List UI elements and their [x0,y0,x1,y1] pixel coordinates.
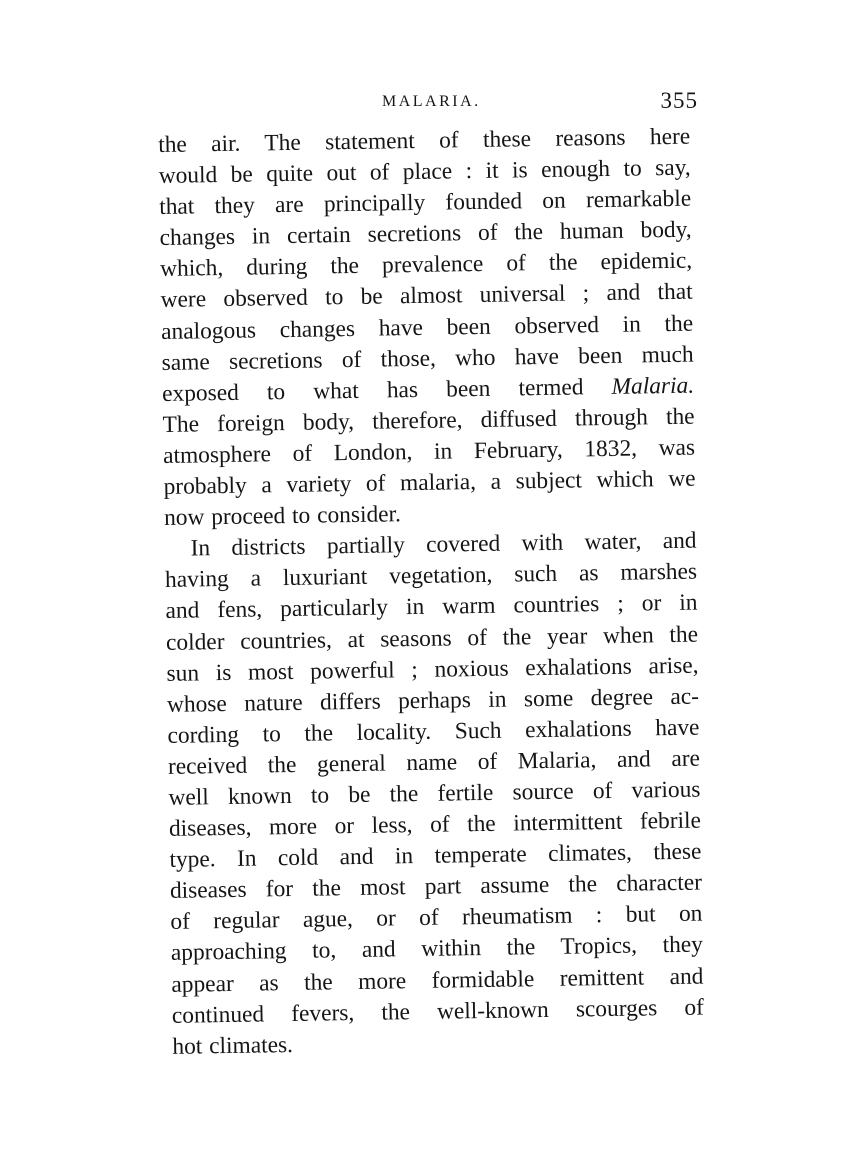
text-line: that they are principally founded on remarkable [159,185,692,221]
text-line: probably a variety of malaria, a subject which we [163,465,696,500]
text-line-fragment: exposed to what has been termed [161,374,584,407]
text-line: well known to be the fertile source of various [168,776,701,811]
body-text [158,122,705,1063]
text-line: The foreign body, therefore, diffused through the [162,403,695,438]
text-line: and fens, particularly in warm countries ; or in [165,589,698,625]
text-line: which, during the prevalence of the epidemic, [159,248,693,283]
text-line: atmosphere of London, in February, 1832, was [162,434,696,469]
text-line: were observed to be almost universal ; and that [160,279,693,314]
text-line: whose nature differs perhaps in some degree ac- [166,683,700,718]
text-line: diseases, more or less, of the intermittent febrile [168,807,702,842]
text-line: cording to the locality. Such exhalations have [167,714,700,749]
text-line: continued fevers, the well-known scourges of [171,994,705,1029]
text-line: received the general name of Malaria, and are [167,745,701,780]
text-line: of regular ague, or of rheumatism : but on [170,900,703,936]
text-line: analogous changes have been observed in the [160,310,694,345]
paragraph-first-line: In districts partially covered with water, and [190,527,697,562]
paragraph-end-line: now proceed to consider. [163,501,402,532]
paragraph-end-line: hot climates. [172,1031,294,1060]
italic-term: Malaria. [611,372,695,400]
running-title: MALARIA. [382,93,481,110]
page-number: 355 [660,88,698,113]
running-head [160,88,698,118]
text-line: approaching to, and within the Tropics, they [170,931,704,967]
text-line: type. In cold and in temperate climates, these [169,838,702,874]
text-line: same secretions of those, who have been much [161,341,694,376]
text-line: appear as the more formidable remittent and [171,963,704,998]
text-line: would be quite out of place : it is enough to say, [158,154,691,190]
text-line: the air. The statement of these reasons here [158,123,691,158]
text-line: diseases for the most part assume the character [169,869,703,905]
text-line: sun is most powerful ; noxious exhalations arise, [166,652,699,687]
text-line: colder countries, at seasons of the year when the [165,621,699,656]
text-line: having a luxuriant vegetation, such as marshes [164,558,698,594]
text-line: changes in certain secretions of the human body, [159,216,692,252]
